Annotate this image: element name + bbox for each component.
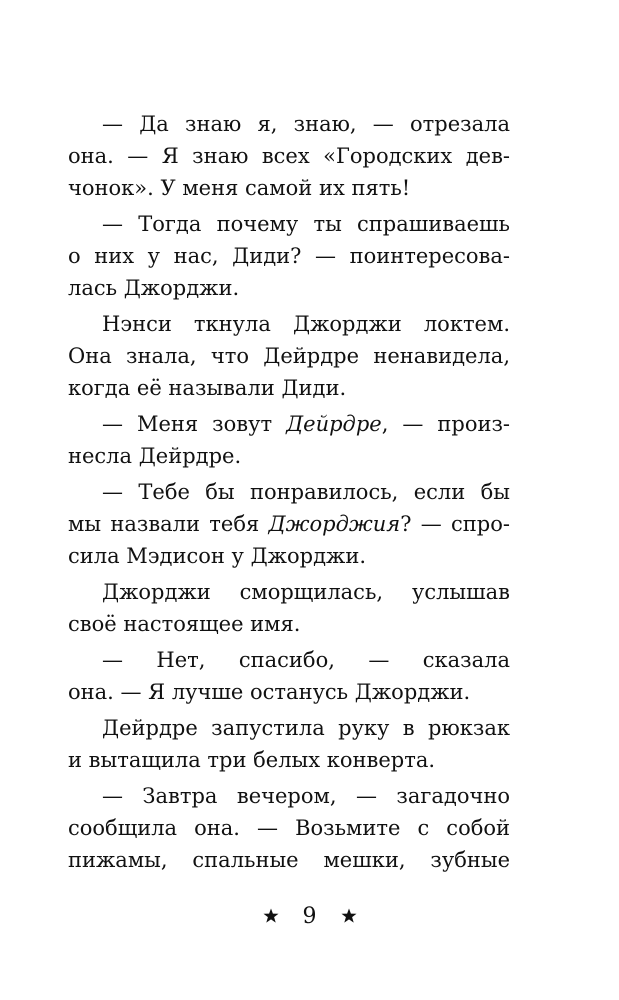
text-segment: , — произ- bbox=[381, 412, 511, 436]
text-line: о них у нас, Диди? — поинтересова- bbox=[68, 244, 510, 268]
text-line bbox=[68, 408, 510, 440]
text-line: Нэнси ткнула Джорджи локтем. bbox=[102, 312, 510, 336]
text-line: Она знала, что Дейрдре ненавидела, bbox=[68, 344, 510, 368]
text-line: сила Мэдисон у Джорджи. bbox=[68, 544, 366, 568]
text-line: несла Дейрдре. bbox=[68, 444, 242, 468]
text-line: — Нет, спасибо, — сказала bbox=[102, 648, 510, 672]
text-line: — Тебе бы понравилось, если бы bbox=[102, 480, 510, 504]
page-footer bbox=[0, 896, 619, 936]
text-line: Дейрдре запустила руку в рюкзак bbox=[102, 716, 510, 740]
text-line: и вытащила три белых конверта. bbox=[68, 748, 436, 772]
text-line: — Да знаю я, знаю, — отрезала bbox=[102, 112, 510, 136]
text-line: своё настоящее имя. bbox=[68, 612, 301, 636]
text-line: она. — Я лучше останусь Джорджи. bbox=[68, 680, 471, 704]
text-line bbox=[68, 508, 510, 540]
text-line: пижамы, спальные мешки, зубные bbox=[68, 848, 510, 872]
page-number: 9 bbox=[302, 903, 317, 929]
text-line: — Тогда почему ты спрашиваешь bbox=[102, 212, 510, 236]
text-segment: — Меня зовут bbox=[102, 412, 287, 436]
body-text bbox=[68, 108, 510, 876]
emphasized-name: Джорджия bbox=[268, 512, 401, 536]
text-line: сообщила она. — Возьмите с собой bbox=[68, 816, 510, 840]
text-segment: мы назвали тебя bbox=[68, 512, 269, 536]
text-line: чонок». У меня самой их пять! bbox=[68, 176, 411, 200]
text-line: Джорджи сморщилась, услышав bbox=[102, 580, 510, 604]
text-line: когда её называли Диди. bbox=[68, 376, 347, 400]
star-icon bbox=[263, 908, 279, 924]
text-segment: ? — спро- bbox=[400, 512, 510, 536]
star-icon bbox=[341, 908, 357, 924]
text-line: лась Джорджи. bbox=[68, 276, 240, 300]
text-line: она. — Я знаю всех «Городских дев- bbox=[68, 144, 510, 168]
text-line: — Завтра вечером, — загадочно bbox=[102, 784, 510, 808]
emphasized-name: Дейрдре bbox=[286, 412, 382, 436]
